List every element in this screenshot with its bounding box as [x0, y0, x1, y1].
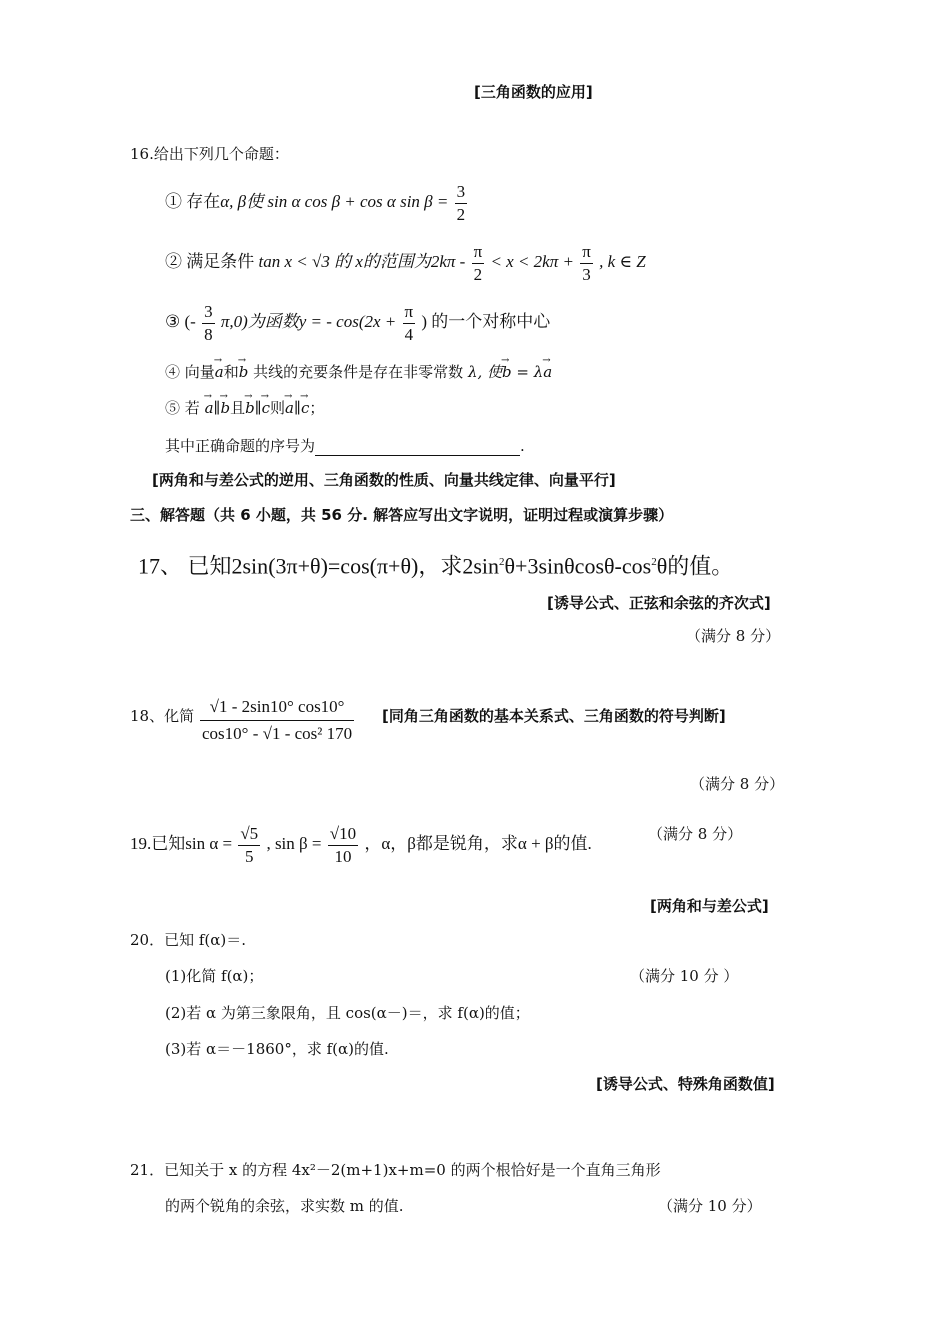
q19-label: 19.已知sin α =: [130, 834, 233, 853]
q17-text-b: (3π+θ)=cos(π+θ)，求2sin: [268, 553, 500, 579]
q21-line-2: 的两个锐角的余弦，求实数 m 的值.: [165, 1197, 404, 1215]
q19-frac2-den: 10: [334, 846, 352, 866]
q17-statement: [138, 548, 733, 580]
q16-p1-prefix: ① 存在: [165, 192, 221, 211]
q18-denominator: cos10° - √1 - cos² 170: [202, 724, 353, 743]
q19-score: （满分 8 分）: [648, 825, 743, 843]
q19-frac1-num: √5: [238, 823, 260, 846]
q16-p2-math-b: < x < 2kπ +: [490, 252, 574, 271]
parallel-symbol: ∥: [294, 399, 301, 417]
vector-a-symbol: → a: [215, 362, 224, 382]
q16-p5-text-a: ⑤ 若: [165, 399, 200, 417]
q20-topic-tag: [诱导公式、特殊角函数值]: [596, 1075, 775, 1093]
q16-proposition-3: [165, 300, 550, 346]
q19-rest: ，α，β都是锐角，求α + β的值.: [364, 834, 592, 853]
q16-p4-text-c: 共线的充要条件是存在非零常数: [253, 363, 464, 381]
q21-line-1: 21．已知关于 x 的方程 4x²－2(m+1)x+m=0 的两个根恰好是一个直角三角形: [130, 1161, 661, 1179]
q21-score: （满分 10 分）: [658, 1197, 762, 1215]
q19-fraction-1: [238, 823, 260, 868]
q19-statement: [130, 818, 592, 870]
q16-p2-fraction-2: [580, 241, 593, 286]
q16-p3-frac2-num: π: [403, 301, 416, 324]
vector-a-symbol: → a: [285, 398, 294, 418]
q16-p2-fraction-1: [472, 241, 485, 286]
q18-fraction: [198, 694, 356, 747]
q16-proposition-1: [165, 180, 469, 226]
vector-b-symbol: → b: [245, 398, 255, 418]
q16-topic-tag: [两角和与差公式的逆用、三角函数的性质、向量共线定律、向量平行]: [152, 471, 616, 489]
q16-answer-blank[interactable]: [315, 439, 520, 456]
q19-topic-tag: [两角和与差公式]: [650, 897, 769, 915]
q16-p3-fraction-1: [202, 301, 215, 346]
q16-answer-prompt: 其中正确命题的序号为: [165, 437, 316, 455]
vector-b-symbol: → b: [239, 362, 249, 382]
q16-p3-frac1-num: 3: [202, 301, 215, 324]
q18-topic-tag: [同角三角函数的基本关系式、三角函数的符号判断]: [382, 707, 726, 725]
q17-text-c: θ+3sinθcosθ-cos: [504, 553, 652, 579]
q20-part-1: (1)化简 f(α)；: [165, 967, 264, 985]
q17-text-d: θ的值。: [656, 553, 734, 579]
q16-p2-frac1-den: 2: [473, 264, 483, 284]
q19-mid: , sin β =: [266, 834, 322, 853]
vector-c-symbol: → c: [301, 398, 309, 418]
q16-p3-frac1-den: 8: [204, 324, 213, 344]
q17-score: （满分 8 分）: [686, 627, 781, 645]
q16-p4-text-a: ④ 向量: [165, 363, 215, 381]
q16-p2-math-a: tan x < √3 的 x的范围为2kπ -: [258, 252, 466, 271]
q16-answer-end: .: [520, 437, 525, 455]
q17-topic-tag: [诱导公式、正弦和余弦的齐次式]: [547, 594, 771, 612]
q16-p3-math-a: π,0)为函数y = - cos(2x +: [220, 312, 397, 331]
q20-part-3: (3)若 α＝－1860°，求 f(α)的值.: [165, 1040, 389, 1058]
q17-sup-2: 2: [651, 556, 657, 568]
q16-p1-fraction: [455, 181, 468, 226]
q19-frac2-num: √10: [328, 823, 358, 846]
q16-p3-math-b: ) 的一个对称中心: [421, 312, 551, 331]
q16-p2-prefix: ② 满足条件: [165, 252, 255, 271]
section-3-heading: 三、解答题（共 6 小题，共 56 分. 解答应写出文字说明，证明过程或演算步骤）: [130, 506, 674, 524]
vector-b-symbol: → b: [502, 362, 512, 382]
q16-answer-line: [165, 436, 525, 456]
q17-sup-1: 2: [499, 556, 505, 568]
vector-c-symbol: → c: [262, 398, 270, 418]
q16-proposition-4: [165, 362, 552, 382]
q16-p3-frac2-den: 4: [404, 324, 414, 344]
q16-p4-text-e: = λ: [516, 363, 544, 381]
q18-label: 18、化简: [130, 707, 195, 725]
q16-proposition-5: [165, 398, 324, 418]
q17-text-a: 17、 已知2sin: [138, 553, 269, 579]
q16-p2-frac2-num: π: [580, 241, 593, 264]
vector-a-symbol: → a: [543, 362, 552, 382]
q16-p4-text-d: λ, 使: [467, 363, 502, 381]
q18-numerator: √1 - 2sin10° cos10°: [200, 694, 354, 721]
q20-part-2: (2)若 α 为第三象限角，且 cos(α－)＝，求 f(α)的值；: [165, 1004, 530, 1022]
q16-p2-frac2-den: 3: [582, 264, 591, 284]
q16-proposition-2: [165, 240, 646, 286]
q16-p2-math-c: , k ∈ Z: [599, 252, 646, 271]
q16-p3-prefix: ③ (-: [165, 312, 196, 331]
vector-a-symbol: → a: [205, 398, 214, 418]
q16-p4-text-b: 和: [223, 363, 239, 381]
parallel-symbol: ∥: [254, 399, 262, 417]
q19-fraction-2: [328, 823, 358, 868]
q19-frac1-den: 5: [245, 846, 254, 866]
vector-b-symbol: → b: [220, 398, 230, 418]
q18-fraction-body: [200, 694, 354, 747]
header-topic-tag: [三角函数的应用]: [474, 83, 593, 101]
q20-score: （满分 10 分 ）: [630, 967, 739, 985]
q16-p1-frac-den: 2: [456, 204, 466, 224]
q16-p5-text-d: 则: [270, 399, 286, 417]
q16-p2-frac1-num: π: [472, 241, 485, 264]
q16-p3-fraction-2: [403, 301, 416, 346]
q16-p5-text-e: ；: [309, 399, 325, 417]
parallel-symbol: ∥: [213, 399, 221, 417]
q16-p1-math: α, β使 sin α cos β + cos α sin β =: [220, 192, 449, 211]
q16-intro: 16.给出下列几个命题：: [130, 145, 289, 163]
q16-p1-frac-num: 3: [455, 181, 468, 204]
q20-intro: 20．已知 f(α)＝.: [130, 931, 247, 949]
q18-score: （满分 8 分）: [690, 775, 785, 793]
q16-p5-text-c: 且: [230, 399, 246, 417]
